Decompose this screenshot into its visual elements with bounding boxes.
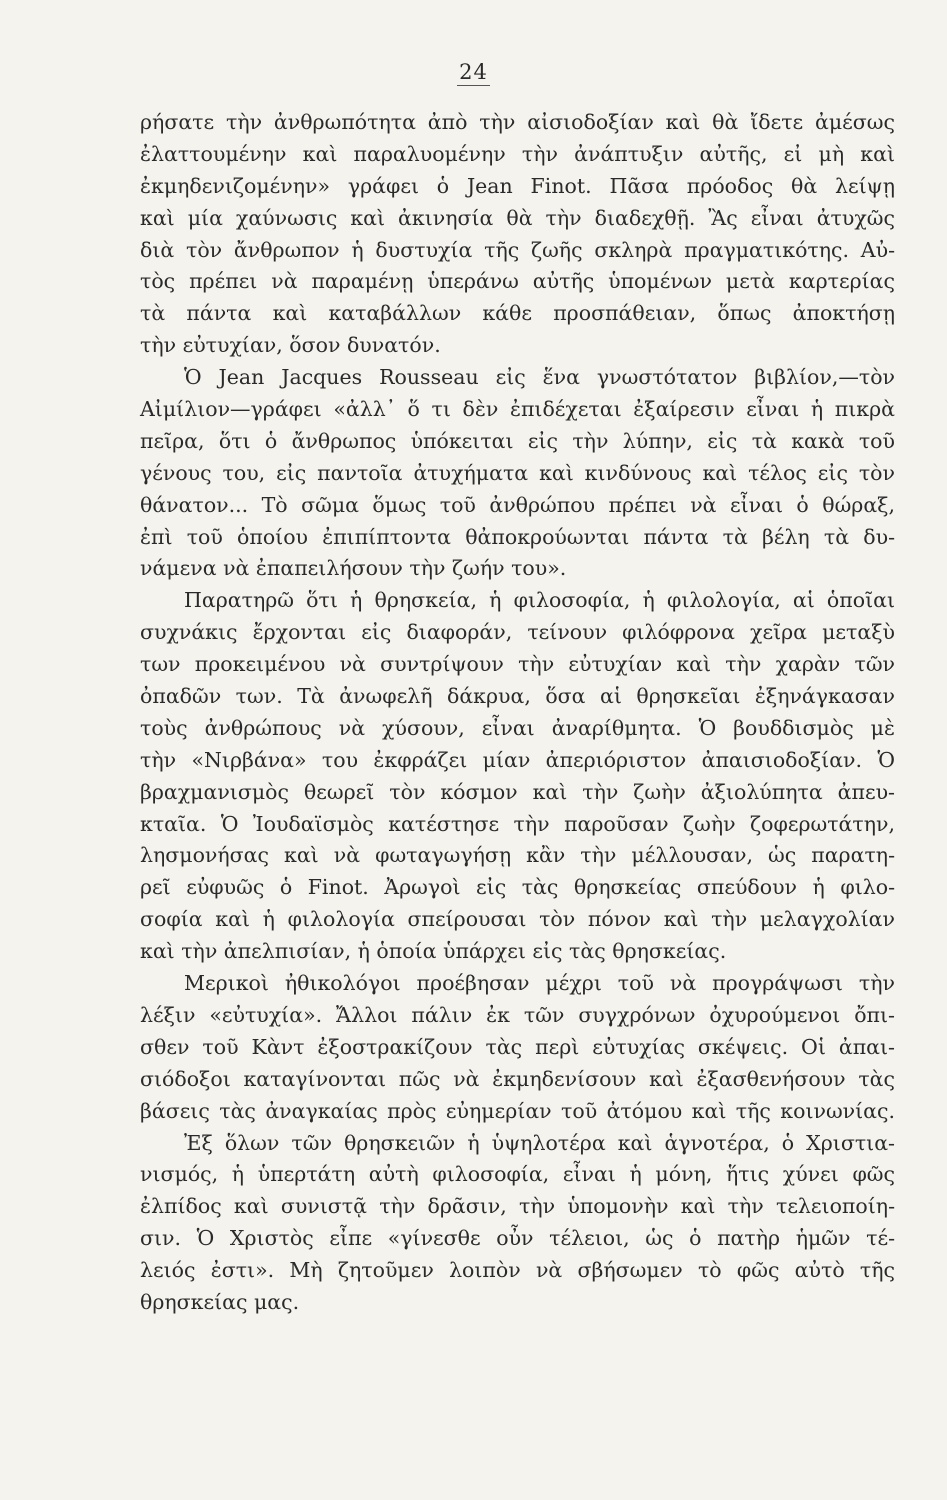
text-line: καὶ τὴν ἀπελπισίαν, ἡ ὁποία ὑπάρχει εἰς τὰς θρησκείας. [140,939,727,964]
text-line: των προκειμένου νὰ συντρίψουν τὴν εὐτυχίαν καὶ τὴν χαρὰν τῶν [140,652,895,677]
text-line: ἐλαττουμένην καὶ παραλυομένην τὴν ἀνάπτυξιν αὐτῆς, εἰ μὴ καὶ [140,141,895,166]
text-line: τὸς πρέπει νὰ παραμένῃ ὑπεράνω αὐτῆς ὑπομένων μετὰ καρτερίας [140,269,895,294]
text-line: λειός ἐστι». Μὴ ζητοῦμεν λοιπὸν νὰ σβήσωμεν τὸ φῶς αὐτὸ τῆς [140,1258,895,1283]
text-line: τὰ πάντα καὶ καταβάλλων κάθε προσπάθειαν, ὅπως ἀποκτήσῃ [140,301,895,326]
text-line: τὴν «Νιρβάνα» του ἐκφράζει μίαν ἀπεριόριστον ἀπαισιοδοξίαν. Ὁ [140,747,895,772]
text-line: πεῖρα, ὅτι ὁ ἄνθρωπος ὑπόκειται εἰς τὴν λύπην, εἰς τὰ κακὰ τοῦ [140,428,895,453]
text-line: ὀπαδῶν των. Τὰ ἀνωφελῆ δάκρυα, ὅσα αἱ θρησκεῖαι ἐξηνάγκασαν [140,684,895,709]
text-line: γένους του, εἰς παντοῖα ἀτυχήματα καὶ κινδύνους καὶ τέλος εἰς τὸν [140,460,895,485]
text-line: ἐκμηδενιζομένην» γράφει ὁ Jean Finot. Πᾶσα πρόοδος θὰ λείψῃ [140,173,895,198]
page-number: 24 [459,60,488,84]
text-line: σθεν τοῦ Κὰντ ἐξοστρακίζουν τὰς περὶ εὐτυχίας σκέψεις. Οἱ ἀπαι- [140,1034,895,1059]
text-line: θάνατον... Τὸ σῶμα ὅμως τοῦ ἀνθρώπου πρέπει νὰ εἶναι ὁ θώραξ, [140,492,895,517]
text-line: Ἐξ ὅλων τῶν θρησκειῶν ἡ ὑψηλοτέρα καὶ ἁγνοτέρα, ὁ Χριστια- [184,1130,895,1155]
text-line: συχνάκις ἔρχονται εἰς διαφοράν, τείνουν φιλόφρονα χεῖρα μεταξὺ [140,620,895,645]
text-line: σιν. Ὁ Χριστὸς εἶπε «γίνεσθε οὖν τέλειοι, ὡς ὁ πατὴρ ἡμῶν τέ- [140,1226,895,1251]
text-line: Αἰμίλιον—γράφει «ἀλλ᾽ ὅ τι δὲν ἐπιδέχεται ἐξαίρεσιν εἶναι ἡ πικρὰ [140,397,895,422]
text-line: τὴν εὐτυχίαν, ὅσον δυνατόν. [140,333,441,358]
text-line: λέξιν «εὐτυχία». Ἄλλοι πάλιν ἐκ τῶν συγχρόνων ὀχυρούμενοι ὄπι- [140,1002,895,1027]
text-line: ρεῖ εὐφυῶς ὁ Finot. Ἀρωγοὶ εἰς τὰς θρησκείας σπεύδουν ἡ φιλο- [140,875,895,900]
text-line: τοὺς ἀνθρώπους νὰ χύσουν, εἶναι ἀναρίθμητα. Ὁ βουδδισμὸς μὲ [140,715,895,740]
text-line: ἐλπίδος καὶ συνιστᾷ τὴν δρᾶσιν, τὴν ὑπομονὴν καὶ τὴν τελειοποίη- [140,1194,895,1219]
body-text [140,107,895,1319]
text-line: νάμενα νὰ ἐπαπειλήσουν τὴν ζωήν του». [140,556,567,581]
text-line: λησμονήσας καὶ νὰ φωταγωγήσῃ κἂν τὴν μέλλουσαν, ὡς παρατη- [140,843,895,868]
text-line: βραχμανισμὸς θεωρεῖ τὸν κόσμον καὶ τὴν ζωὴν ἀξιολύπητα ἀπευ- [140,779,895,804]
text-line: ρήσατε τὴν ἀνθρωπότητα ἀπὸ τὴν αἰσιοδοξίαν καὶ θὰ ἴδετε ἀμέσως [140,110,895,134]
text-line: σιόδοξοι καταγίνονται πῶς νὰ ἐκμηδενίσουν καὶ ἐξασθενήσουν τὰς [140,1066,895,1091]
text-line: βάσεις τὰς ἀναγκαίας πρὸς εὐημερίαν τοῦ ἀτόμου καὶ τῆς κοινωνίας. [140,1098,895,1123]
text-line: Ὁ Jean Jacques Rousseau εἰς ἕνα γνωστότατον βιβλίον,—τὸν [184,365,895,390]
text-line: Μερικοὶ ἠθικολόγοι προέβησαν μέχρι τοῦ νὰ προγράψωσι τὴν [184,971,895,996]
text-line: διὰ τὸν ἄνθρωπον ἡ δυστυχία τῆς ζωῆς σκληρὰ πραγματικότης. Αὐ- [140,237,895,262]
text-line: νισμός, ἡ ὑπερτάτη αὐτὴ φιλοσοφία, εἶναι ἡ μόνη, ἥτις χύνει φῶς [140,1162,895,1187]
text-line: θρησκείας μας. [140,1289,300,1314]
text-line: κταῖα. Ὁ Ἰουδαϊσμὸς κατέστησε τὴν παροῦσαν ζωὴν ζοφερωτάτην, [140,811,895,836]
text-line: καὶ μία χαύνωσις καὶ ἀκινησία θὰ τὴν διαδεχθῇ. Ἂς εἶναι ἀτυχῶς [140,205,895,230]
text-line: σοφία καὶ ἡ φιλολογία σπείρουσαι τὸν πόνον καὶ τὴν μελαγχολίαν [140,907,895,932]
text-line: Παρατηρῶ ὅτι ἡ θρησκεία, ἡ φιλοσοφία, ἡ φιλολογία, αἱ ὁποῖαι [184,588,895,613]
text-line: ἐπὶ τοῦ ὁποίου ἐπιπίπτοντα θἀποκρούωνται πάντα τὰ βέλη τὰ δυ- [140,524,895,549]
